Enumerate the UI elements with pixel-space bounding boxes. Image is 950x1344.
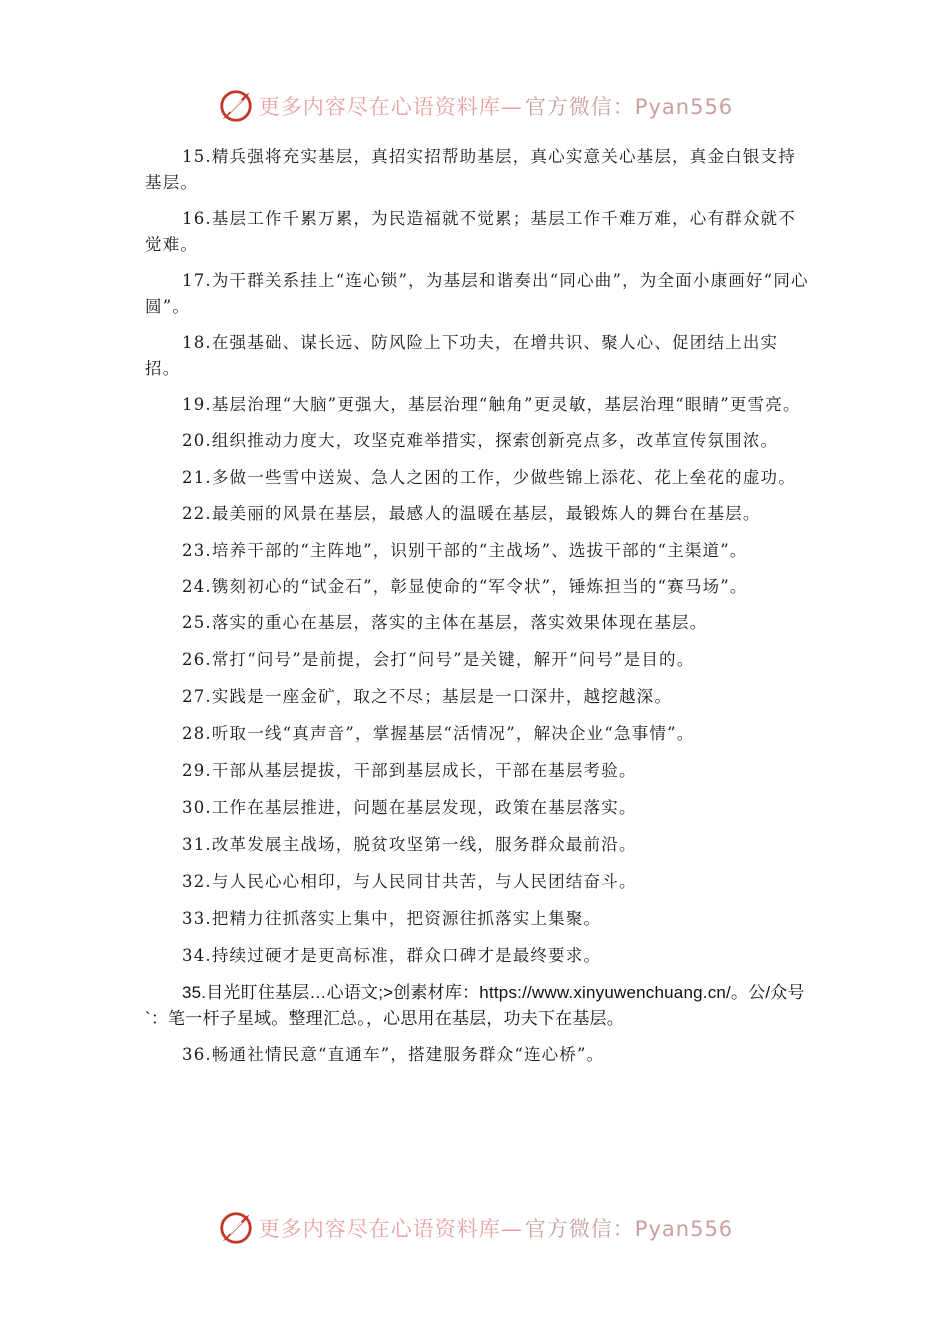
paragraph-25: 25.落实的重心在基层，落实的主体在基层，落实效果体现在基层。 <box>182 613 708 632</box>
paragraph-16: 16.基层工作千累万累，为民造福就不觉累；基层工作千难万难，心有群众就不觉难。 <box>145 209 796 254</box>
paragraph-21: 21.多做一些雪中送炭、急人之困的工作，少做些锦上添花、花上垒花的虚功。 <box>182 468 796 487</box>
paragraph-23: 23.培养干部的“主阵地”，识别干部的“主战场”、选拔干部的“主渠道”。 <box>182 541 748 560</box>
paragraph-31: 31.改革发展主战场，脱贫攻坚第一线，服务群众最前沿。 <box>182 835 637 854</box>
banner-brand: 更多内容尽在心语资料库— <box>258 1217 523 1241</box>
paragraph-29: 29.干部从基层提拔，干部到基层成长，干部在基层考验。 <box>182 761 637 780</box>
paragraph-35: 35.目光盯住基层…心语文;>创素材库：https://www.xinyuwenchuang.cn/。公/众号`：笔一杆子星域。整理汇总。，心思用在基层，功夫下在基层。 <box>145 983 805 1028</box>
banner-wechat: 官方微信：Pyan556 <box>524 95 734 119</box>
banner-brand: 更多内容尽在心语资料库— <box>258 95 523 119</box>
paragraph-15: 15.精兵强将充实基层，真招实招帮助基层，真心实意关心基层，真金白银支持基层。 <box>145 147 796 192</box>
footer-banner <box>0 1206 950 1250</box>
quill-logo-icon <box>217 87 255 125</box>
paragraph-24: 24.镌刻初心的“试金石”，彰显使命的“军令状”，锤炼担当的“赛马场”。 <box>182 577 748 596</box>
paragraph-36: 36.畅通社情民意“直通车”，搭建服务群众“连心桥”。 <box>182 1045 605 1064</box>
banner-wechat: 官方微信：Pyan556 <box>524 1217 734 1241</box>
header-banner <box>0 84 950 128</box>
paragraph-20: 20.组织推动力度大，攻坚克难举措实，探索创新亮点多，改革宣传氛围浓。 <box>182 431 779 450</box>
banner-text <box>259 91 733 121</box>
paragraph-26: 26.常打“问号”是前提，会打“问号”是关键，解开“问号”是目的。 <box>182 650 695 669</box>
banner-text <box>259 1213 733 1243</box>
paragraph-28: 28.听取一线“真声音”，掌握基层“活情况”，解决企业“急事情”。 <box>182 724 695 743</box>
paragraph-17: 17.为干群关系挂上“连心锁”，为基层和谐奏出“同心曲”，为全面小康画好“同心圆”。 <box>145 271 809 316</box>
quill-logo-icon <box>217 1209 255 1247</box>
paragraph-33: 33.把精力往抓落实上集中，把资源往抓落实上集聚。 <box>182 909 602 928</box>
paragraph-30: 30.工作在基层推进，问题在基层发现，政策在基层落实。 <box>182 798 637 817</box>
paragraph-32: 32.与人民心心相印，与人民同甘共苦，与人民团结奋斗。 <box>182 872 637 891</box>
paragraph-22: 22.最美丽的风景在基层，最感人的温暖在基层，最锻炼人的舞台在基层。 <box>182 504 761 523</box>
document-body <box>145 144 810 1079</box>
paragraph-27: 27.实践是一座金矿，取之不尽；基层是一口深井，越挖越深。 <box>182 687 673 706</box>
paragraph-34: 34.持续过硬才是更高标准，群众口碑才是最终要求。 <box>182 946 602 965</box>
paragraph-19: 19.基层治理“大脑”更强大，基层治理“触角”更灵敏，基层治理“眼睛”更雪亮。 <box>182 395 801 414</box>
paragraph-18: 18.在强基础、谋长远、防风险上下功夫，在增共识、聚人心、促团结上出实招。 <box>145 333 779 378</box>
